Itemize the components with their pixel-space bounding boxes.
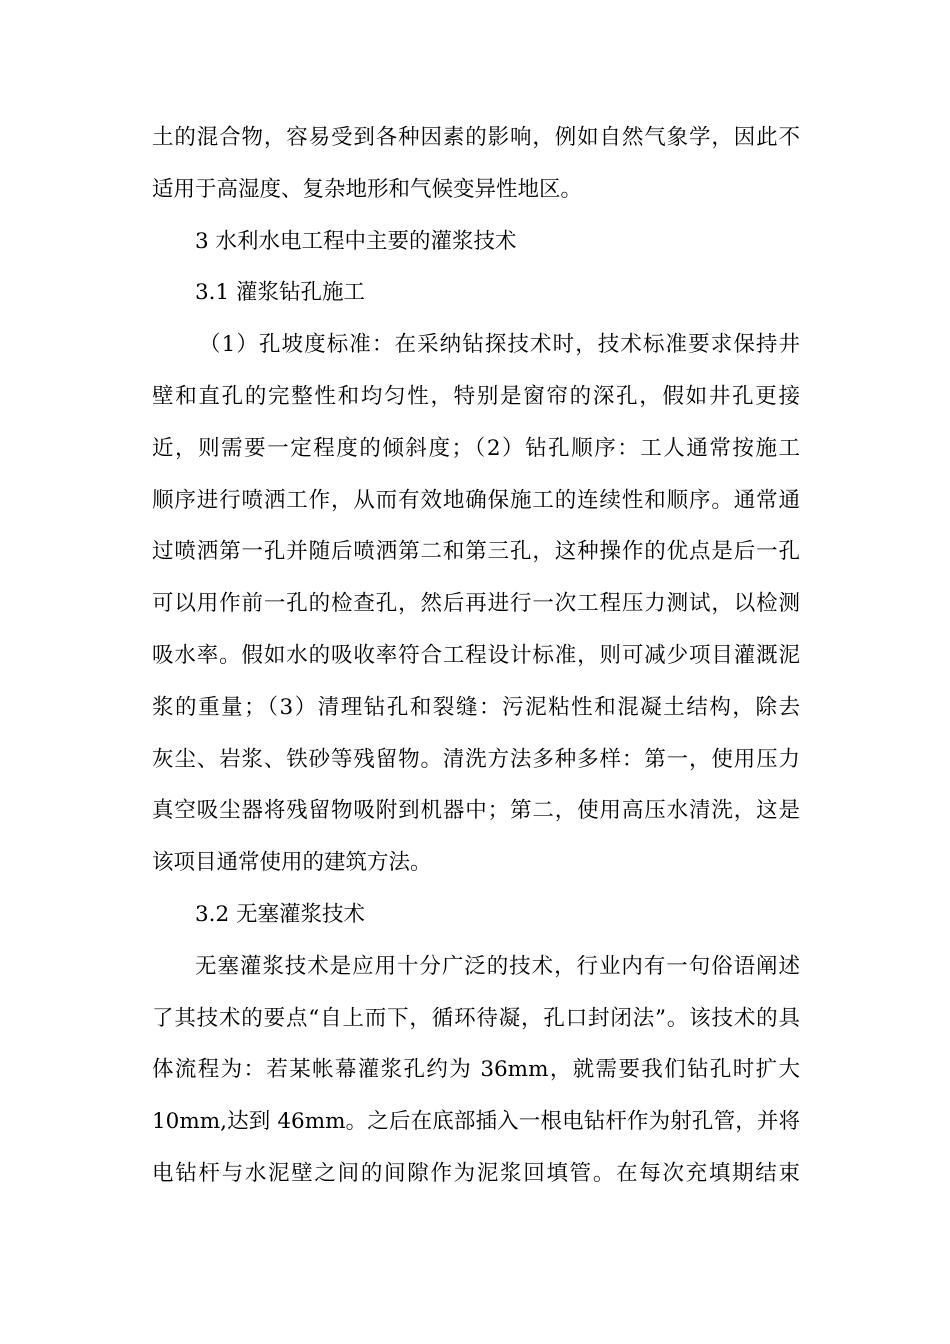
- paragraph-line-13: 灰尘、岩浆、铁砂等残留物。清洗方法多种多样：第一，使用压力: [152, 746, 800, 772]
- paragraph-line-14: 真空吸尘器将残留物吸附到机器中；第二，使用高压水清洗，这是: [152, 798, 800, 824]
- paragraph-line-17: 无塞灌浆技术是应用十分广泛的技术，行业内有一句俗语阐述: [195, 953, 800, 979]
- paragraph-line-2: 适用于高湿度、复杂地形和气候变异性地区。: [152, 176, 583, 202]
- section-heading-3-1: 3.1 灌浆钻孔施工: [195, 280, 366, 306]
- paragraph-line-20: 10mm,达到 46mm。之后在底部插入一根电钻杆作为射孔管，并将: [152, 1109, 800, 1135]
- paragraph-line-1: 土的混合物，容易受到各种因素的影响，例如自然气象学，因此不: [152, 125, 800, 150]
- paragraph-line-19: 体流程为：若某帐幕灌浆孔约为 36mm，就需要我们钻孔时扩大: [152, 1057, 800, 1083]
- document-body: [152, 118, 800, 1206]
- paragraph-line-6: 壁和直孔的完整性和均匀性，特别是窗帘的深孔，假如井孔更接: [152, 383, 800, 409]
- paragraph-line-18: 了其技术的要点“自上而下，循环待凝，孔口封闭法”。该技术的具: [152, 1005, 800, 1031]
- paragraph-line-7: 近，则需要一定程度的倾斜度；（2）钻孔顺序：工人通常按施工: [152, 435, 800, 461]
- paragraph-line-9: 过喷洒第一孔并随后喷洒第二和第三孔，这种操作的优点是后一孔: [152, 539, 800, 565]
- paragraph-line-8: 顺序进行喷洒工作，从而有效地确保施工的连续性和顺序。通常通: [152, 487, 800, 513]
- paragraph-line-10: 可以用作前一孔的检查孔，然后再进行一次工程压力测试，以检测: [152, 591, 800, 617]
- paragraph-line-5: （1）孔坡度标准：在采纳钻探技术时，技术标准要求保持井: [199, 332, 800, 358]
- paragraph-line-15: 该项目通常使用的建筑方法。: [152, 850, 432, 876]
- paragraph-line-21: 电钻杆与水泥壁之间的间隙作为泥浆回填管。在每次充填期结束: [152, 1160, 800, 1186]
- paragraph-line-11: 吸水率。假如水的吸收率符合工程设计标准，则可减少项目灌溉泥: [152, 642, 800, 668]
- section-heading-3: 3 水利水电工程中主要的灌浆技术: [195, 228, 517, 254]
- paragraph-line-12: 浆的重量；（3）清理钻孔和裂缝：污泥粘性和混凝土结构，除去: [152, 694, 800, 720]
- section-heading-3-2: 3.2 无塞灌浆技术: [195, 901, 366, 927]
